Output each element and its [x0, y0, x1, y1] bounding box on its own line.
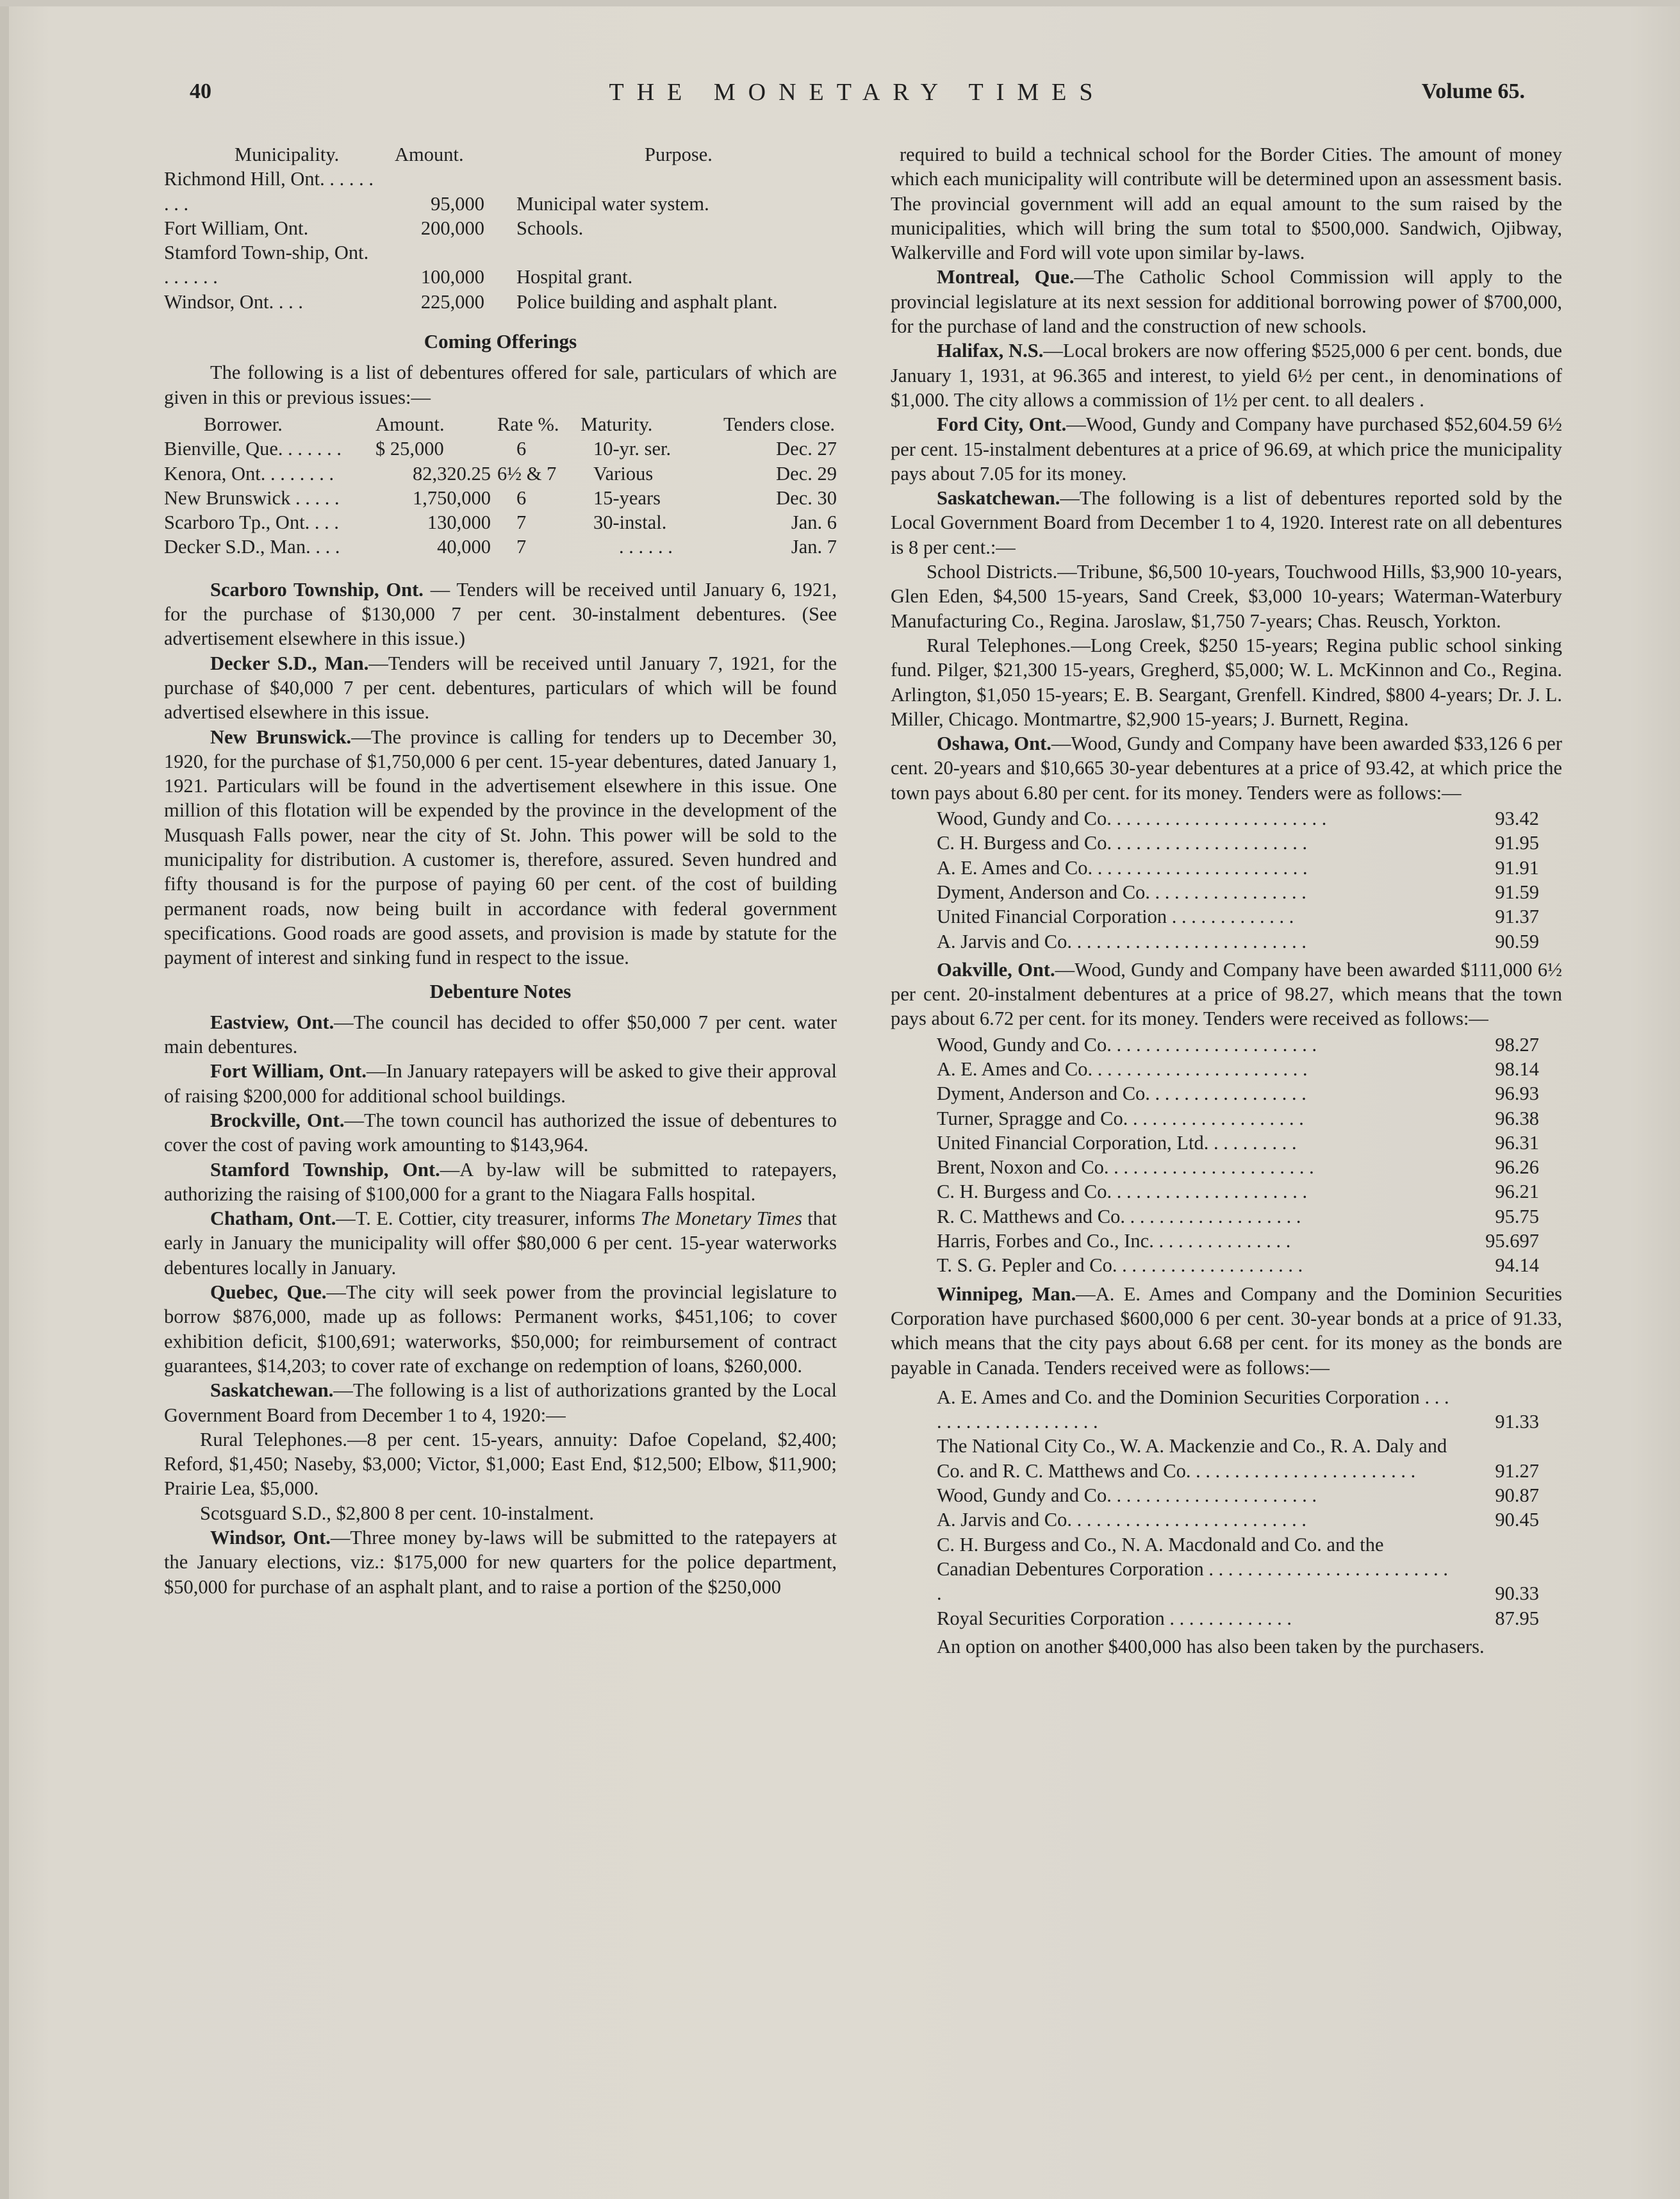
- bidder-name: Wood, Gundy and Co. . . . . . . . . . . . . . . . . . . . . .: [937, 1033, 1317, 1056]
- bid-price: 91.33: [1495, 1411, 1539, 1433]
- bid-price: 90.33: [1495, 1582, 1539, 1605]
- table-row: [937, 1532, 1539, 1606]
- table-cell: Hospital grant.: [516, 266, 633, 288]
- bidder-name: Wood, Gundy and Co. . . . . . . . . . . . . . . . . . . . . . .: [937, 808, 1327, 830]
- table-cell: Dec. 27: [776, 438, 837, 460]
- table-row: [937, 1483, 1539, 1507]
- bidder-name: T. S. G. Pepler and Co. . . . . . . . . . . . . . . . . . . .: [937, 1254, 1303, 1277]
- table-row: [164, 290, 837, 314]
- paragraph-text: that early in January the municipality will offer $80,000 6 per cent. 15-year waterworks debentures locally in January.: [164, 1207, 837, 1279]
- table-cell: 40,000: [437, 536, 491, 558]
- bidder-name: Turner, Spragge and Co. . . . . . . . . . . . . . . . . . .: [937, 1107, 1304, 1129]
- paragraph-text: —The city will seek power from the provincial legislature to borrow $876,000, made up as follows: Permanent works, $451,106; to cover exhibition deficit, $100,691; waterworks, $50,000; for reimbursement of contract guarantees, $14,203; to cover rate of exchange on redemption of loans, $260,000.: [164, 1281, 837, 1377]
- bid-price: 95.697: [1485, 1230, 1539, 1252]
- brockville-paragraph: [164, 1108, 837, 1158]
- table-row: [937, 1253, 1539, 1277]
- bid-price: 90.87: [1495, 1484, 1539, 1507]
- paragraph-lead: Montreal, Que.: [937, 266, 1075, 288]
- bid-price: 98.27: [1495, 1033, 1539, 1056]
- table-cell: Municipal water system.: [516, 192, 709, 215]
- table-row: [937, 1033, 1539, 1057]
- windsor-paragraph: [164, 1525, 837, 1599]
- column-header: Borrower.: [204, 413, 283, 435]
- paragraph-text: —T. E. Cottier, city treasurer, informs: [336, 1207, 641, 1230]
- right-column: [891, 142, 1562, 1659]
- bid-price: 90.45: [1495, 1509, 1539, 1531]
- paragraph-text: —Wood, Gundy and Company have purchased $52,604.59 6½ per cent. 15-instalment debentures at a price of 96.69, at which price the municipality pays about 7.05 for its money.: [891, 413, 1562, 485]
- paragraph-text: —Tenders will be received until January 7, 1921, for the purchase of $40,000 7 per cent. debentures, particulars of which will be found advertised elsewhere in this issue.: [164, 652, 837, 724]
- bid-price: 94.14: [1495, 1254, 1539, 1277]
- bidder-name: Dyment, Anderson and Co. . . . . . . . . . . . . . . . .: [937, 881, 1306, 903]
- table-cell: Schools.: [516, 217, 584, 239]
- page-number: 40: [190, 79, 211, 103]
- bidder-name: A. E. Ames and Co. . . . . . . . . . . . . . . . . . . . . . .: [937, 1058, 1308, 1080]
- paragraph-text: —The province is calling for tenders up to December 30, 1920, for the purchase of $1,750,000 6 per cent. 15-year debentures, dated January 1, 1921. Particulars will be found in the advertisement elsewhere in this issue. One million of this flotation will be expended by the province in the development of the Musquash Falls power, near the city of St. John. This power will be sold to the municipality for distribution. A customer is, therefore, assured. Seven hundred and fifty thousand is for the purpose of paying 60 per cent. of the cost of building permanent roads, now being built in accordance with federal government specifications. Good roads are good assets, and provision is made by statute for the payment of interest and sinking fund in respect to the issue.: [164, 726, 837, 969]
- oakville-tenders-table: [937, 1033, 1539, 1278]
- bid-price: 96.31: [1495, 1131, 1539, 1154]
- paragraph-lead: Chatham, Ont.: [210, 1207, 336, 1230]
- bidder-name: R. C. Matthews and Co. . . . . . . . . . . . . . . . . . .: [937, 1205, 1301, 1227]
- table-row: [937, 831, 1539, 855]
- paragraph-text: —A. E. Ames and Company and the Dominion Securities Corporation have purchased $600,000 6 per cent. 30-year bonds at a price of 91.33, which means that the city pays about 6.68 per cent. for its money as the bonds are payable in Canada. Tenders received were as follows:—: [891, 1282, 1562, 1379]
- table-row: [937, 1385, 1539, 1434]
- table-cell: Richmond Hill, Ont. . . . . . . . .: [164, 168, 374, 215]
- paragraph-lead: Halifax, N.S.: [937, 340, 1044, 362]
- oshawa-paragraph: [891, 731, 1562, 805]
- table-row: [164, 216, 837, 240]
- table-cell: . . . . . .: [619, 536, 673, 558]
- table-cell: Kenora, Ont. . . . . . . .: [164, 462, 334, 485]
- scotsguard-paragraph: Scotsguard S.D., $2,800 8 per cent. 10-instalment.: [200, 1502, 594, 1524]
- table-row: [937, 1131, 1539, 1155]
- paragraph-lead: Oshawa, Ont.: [937, 733, 1051, 755]
- new-brunswick-paragraph: [164, 725, 837, 970]
- table-cell: 6: [516, 438, 527, 460]
- table-cell: 95,000: [431, 192, 484, 215]
- table-row: [937, 1606, 1539, 1631]
- column-header: Maturity.: [581, 413, 653, 435]
- bid-price: 98.14: [1495, 1058, 1539, 1080]
- table-cell: 82,320.25: [413, 462, 491, 485]
- table-row: [164, 167, 837, 216]
- paragraph-text: —Three money by-laws will be submitted to the ratepayers at the January elections, viz.: $175,000 for new quarters for the police department, $50,000 for purchase of an asphalt plant, and to raise a portion of the $250,000: [164, 1527, 837, 1598]
- saskatchewan-authorizations-paragraph: [164, 1378, 837, 1427]
- paragraph-lead: Quebec, Que.: [210, 1281, 327, 1304]
- stamford-paragraph: [164, 1158, 837, 1207]
- table-row: [937, 1081, 1539, 1106]
- halifax-paragraph: [891, 338, 1562, 412]
- table-cell: Windsor, Ont. . . .: [164, 290, 303, 313]
- paragraph-text: —The following is a list of authorizations granted by the Local Government Board from December 1 to 4, 1920:—: [164, 1379, 837, 1426]
- oakville-paragraph: [891, 958, 1562, 1031]
- column-header: Amount.: [375, 413, 445, 435]
- paragraph-text: —A by-law will be submitted to ratepayers, authorizing the raising of $100,000 for a grant to the Niagara Falls hospital.: [164, 1158, 837, 1205]
- table-cell: 10-yr. ser.: [593, 438, 671, 460]
- table-row: [937, 1434, 1539, 1483]
- scarboro-paragraph: [164, 577, 837, 651]
- table-cell: Scarboro Tp., Ont. . . .: [164, 511, 340, 534]
- table-row: [937, 929, 1539, 954]
- municipality-table: [164, 142, 837, 314]
- table-row: [937, 856, 1539, 880]
- coming-offerings-intro: The following is a list of debentures offered for sale, particulars of which are given in this or previous issues:—: [164, 361, 837, 408]
- school-districts-paragraph: School Districts.—Tribune, $6,500 10-years, Touchwood Hills, $3,900 10-years, Glen Eden, $4,500 15-years, Sand Creek, $3,000 10-years; Waterman-Waterbury Manufacturing Co., Regina. Jaroslaw, $1,750 7-years; Chas. Reusch, Yorkton.: [891, 561, 1562, 632]
- publication-reference: The Monetary Times: [640, 1207, 802, 1230]
- paragraph-lead: Stamford Township, Ont.: [210, 1158, 440, 1181]
- table-row: [937, 1106, 1539, 1131]
- table-row: [937, 880, 1539, 904]
- table-cell: 100,000: [420, 266, 484, 288]
- table-row: [937, 1204, 1539, 1229]
- bidder-name: United Financial Corporation, Ltd. . . . . . . . . .: [937, 1131, 1297, 1154]
- bidder-name: A. E. Ames and Co. and the Dominion Securities Corporation . . . . . . . . . . . . . . . . . . . .: [937, 1386, 1449, 1433]
- paragraph-lead: Brockville, Ont.: [210, 1109, 345, 1131]
- winnipeg-tenders-table: [937, 1385, 1539, 1631]
- closing-paragraph: An option on another $400,000 has also been taken by the purchasers.: [937, 1635, 1485, 1657]
- table-cell: $ 25,000: [375, 438, 444, 460]
- bidder-name: A. E. Ames and Co. . . . . . . . . . . . . . . . . . . . . . .: [937, 856, 1308, 879]
- bid-price: 90.59: [1495, 930, 1539, 952]
- quebec-paragraph: [164, 1280, 837, 1378]
- bidder-name: United Financial Corporation . . . . . . . . . . . . .: [937, 906, 1294, 928]
- table-cell: 15-years: [593, 486, 661, 509]
- table-cell: Dec. 30: [776, 486, 837, 509]
- table-row: [937, 1507, 1539, 1532]
- bidder-name: The National City Co., W. A. Mackenzie and Co., R. A. Daly and Co. and R. C. Matthews and Co. . . . . . . . . . . . . . . . . . . . . . . .: [937, 1435, 1447, 1482]
- table-cell: 7: [516, 536, 527, 558]
- paragraph-lead: Eastview, Ont.: [210, 1011, 334, 1033]
- paragraph-text: —The following is a list of debentures reported sold by the Local Government Board from December 1 to 4, 1920. Interest rate on all debentures is 8 per cent.:—: [891, 487, 1562, 558]
- table-cell: Jan. 6: [791, 511, 837, 534]
- bidder-name: C. H. Burgess and Co., N. A. Macdonald and Co. and the Canadian Debentures Corporation . . . . . . . . . . . . . . . . . . . . . . . . . .: [937, 1533, 1448, 1605]
- paragraph-text: —The Catholic School Commission will apply to the provincial legislature at its next session for additional borrowing power of $700,000, for the purchase of land and the construction of new schools.: [891, 266, 1562, 338]
- paragraph-text: —Local brokers are now offering $525,000 6 per cent. bonds, due January 1, 1931, at 96.365 and interest, to yield 6½ per cent., in denominations of $1,000. The city allows a commission of 1½ per cent. to all dealers .: [891, 340, 1562, 411]
- table-cell: 200,000: [420, 217, 484, 239]
- bid-price: 87.95: [1495, 1607, 1539, 1629]
- table-cell: Bienville, Que. . . . . . .: [164, 438, 342, 460]
- oshawa-tenders-table: [937, 806, 1539, 954]
- table-row: [164, 436, 837, 461]
- paragraph-lead: Decker S.D., Man.: [210, 652, 369, 674]
- table-cell: 6½ & 7: [497, 462, 557, 485]
- paragraph-lead: Oakville, Ont.: [937, 958, 1055, 981]
- winnipeg-paragraph: [891, 1282, 1562, 1380]
- table-row: [937, 1179, 1539, 1204]
- bidder-name: Brent, Noxon and Co. . . . . . . . . . . . . . . . . . . . . .: [937, 1156, 1314, 1179]
- rural-telephones-sold-paragraph: Rural Telephones.—Long Creek, $250 15-years; Regina public school sinking fund. Pilger, $21,300 15-years, Gregherd, $5,000; W. L. McKinnon and Co., Regina. Arlington, $1,050 15-years; E. B. Seargant, Grenfell. Kindred, $800 4-years; Dr. J. L. Miller, Chicago. Montmartre, $2,900 15-years; J. Burnett, Regina.: [891, 634, 1562, 730]
- bidder-name: A. Jarvis and Co. . . . . . . . . . . . . . . . . . . . . . . . .: [937, 930, 1306, 952]
- bid-price: 91.95: [1495, 832, 1539, 854]
- table-row: [164, 240, 837, 290]
- bidder-name: Harris, Forbes and Co., Inc. . . . . . . . . . . . . . .: [937, 1230, 1291, 1252]
- bid-price: 91.37: [1495, 906, 1539, 928]
- bid-price: 96.21: [1495, 1181, 1539, 1203]
- paragraph-text: —Wood, Gundy and Company have been awarded $111,000 6½ per cent. 20-instalment debentures at a price of 98.27, which means that the town pays about 6.72 per cent. for its money. Tenders were received as follows:—: [891, 958, 1562, 1030]
- debenture-notes-heading: Debenture Notes: [429, 979, 572, 1002]
- bidder-name: C. H. Burgess and Co. . . . . . . . . . . . . . . . . . . . .: [937, 1181, 1308, 1203]
- paragraph-lead: Saskatchewan.: [937, 487, 1060, 510]
- left-column: [164, 142, 837, 1599]
- table-cell: New Brunswick . . . . .: [164, 486, 340, 509]
- table-row: [937, 1229, 1539, 1253]
- paragraph-text: — Tenders will be received until January 6, 1921, for the purchase of $130,000 7 per cent. 30-instalment debentures. (See advertisement elsewhere in this issue.): [164, 578, 837, 650]
- paragraph-text: —The town council has authorized the issue of debentures to cover the cost of paving work amounting to $143,964.: [164, 1109, 837, 1156]
- montreal-paragraph: [891, 265, 1562, 338]
- paragraph-lead: Ford City, Ont.: [937, 413, 1067, 436]
- table-row: [937, 1057, 1539, 1081]
- publication-title: THE MONETARY TIMES: [609, 79, 1106, 106]
- column-header: Amount.: [395, 144, 464, 165]
- saskatchewan-sold-paragraph: [891, 486, 1562, 560]
- paragraph-lead: Winnipeg, Man.: [937, 1282, 1076, 1305]
- table-cell: 7: [516, 511, 527, 534]
- table-row: [937, 904, 1539, 929]
- bid-price: 91.91: [1495, 856, 1539, 879]
- bid-price: 91.59: [1495, 881, 1539, 903]
- table-cell: Decker S.D., Man. . . .: [164, 536, 340, 558]
- table-cell: Jan. 7: [791, 536, 837, 558]
- coming-offerings-heading: Coming Offerings: [424, 330, 577, 353]
- rural-telephones-paragraph: Rural Telephones.—8 per cent. 15-years, annuity: Dafoe Copeland, $2,400; Reford, $1,450; Naseby, $3,000; Victor, $1,000; East End, $12,500; Elbow, $11,900; Prairie Lea, $5,000.: [164, 1428, 837, 1500]
- paragraph-lead: Scarboro Township, Ont.: [210, 578, 424, 601]
- fort-william-paragraph: [164, 1059, 837, 1108]
- table-row: [937, 806, 1539, 831]
- page-top-edge: [0, 0, 1680, 6]
- ford-city-paragraph: [891, 412, 1562, 486]
- bid-price: 96.38: [1495, 1107, 1539, 1129]
- offerings-table: [164, 412, 837, 560]
- bidder-name: Royal Securities Corporation . . . . . . . . . . . . .: [937, 1607, 1292, 1629]
- table-cell: Stamford Town-ship, Ont. . . . . . .: [164, 242, 369, 288]
- bid-price: 93.42: [1495, 808, 1539, 830]
- bid-price: 95.75: [1495, 1205, 1539, 1227]
- bid-price: 96.26: [1495, 1156, 1539, 1179]
- table-header-row: [164, 142, 837, 167]
- column-header: Municipality.: [235, 144, 340, 165]
- bidder-name: C. H. Burgess and Co. . . . . . . . . . . . . . . . . . . . .: [937, 832, 1308, 854]
- column-header: Rate %.: [497, 413, 559, 435]
- paragraph-lead: Saskatchewan.: [210, 1379, 334, 1402]
- paragraph-text: —The council has decided to offer $50,000 7 per cent. water main debentures.: [164, 1011, 837, 1058]
- table-row: [164, 535, 837, 559]
- table-cell: 225,000: [420, 290, 484, 313]
- page-header: [190, 79, 1525, 118]
- paragraph-lead: Fort William, Ont.: [210, 1060, 366, 1083]
- volume-label: Volume 65.: [1421, 79, 1525, 103]
- continuation-paragraph: required to build a technical school for the Border Cities. The amount of money which each municipality will contribute will be determined upon an assessment basis. The provincial government will add an equal amount to the sum raised by the municipalities, which will bring the sum total to $500,000. Sandwich, Ojibway, Walkerville and Ford will vote upon similar by-laws.: [891, 144, 1562, 264]
- paragraph-lead: New Brunswick.: [210, 726, 352, 748]
- table-cell: Dec. 29: [776, 462, 837, 485]
- decker-paragraph: [164, 651, 837, 725]
- bid-price: 96.93: [1495, 1083, 1539, 1105]
- column-header: Tenders close.: [723, 413, 836, 435]
- table-cell: Various: [593, 462, 654, 485]
- paragraph-text: —In January ratepayers will be asked to give their approval of raising $200,000 for additional school buildings.: [164, 1060, 837, 1107]
- bidder-name: Wood, Gundy and Co. . . . . . . . . . . . . . . . . . . . . .: [937, 1484, 1317, 1507]
- bid-price: 91.27: [1495, 1459, 1539, 1482]
- table-cell: 30-instal.: [593, 511, 667, 534]
- table-cell: 6: [516, 486, 527, 509]
- paragraph-text: —Wood, Gundy and Company have been awarded $33,126 6 per cent. 20-years and $10,665 30-year debentures at a price of 93.42, at which price the town pays about 6.80 per cent. for its money. Tenders were as follows:—: [891, 733, 1562, 804]
- table-row: [164, 510, 837, 535]
- eastview-paragraph: [164, 1010, 837, 1059]
- column-header: Purpose.: [645, 144, 712, 165]
- bidder-name: Dyment, Anderson and Co. . . . . . . . . . . . . . . . .: [937, 1083, 1306, 1105]
- table-cell: Fort William, Ont.: [164, 217, 309, 239]
- bidder-name: A. Jarvis and Co. . . . . . . . . . . . . . . . . . . . . . . . .: [937, 1509, 1306, 1531]
- table-header-row: [164, 412, 837, 436]
- table-row: [164, 486, 837, 510]
- table-cell: 1,750,000: [413, 486, 491, 509]
- page-edge-shadow: [0, 0, 9, 2199]
- table-cell: 130,000: [427, 511, 491, 534]
- table-cell: Police building and asphalt plant.: [516, 290, 778, 313]
- chatham-paragraph: [164, 1206, 837, 1280]
- table-row: [937, 1155, 1539, 1179]
- table-row: [164, 461, 837, 486]
- paragraph-lead: Windsor, Ont.: [210, 1527, 331, 1549]
